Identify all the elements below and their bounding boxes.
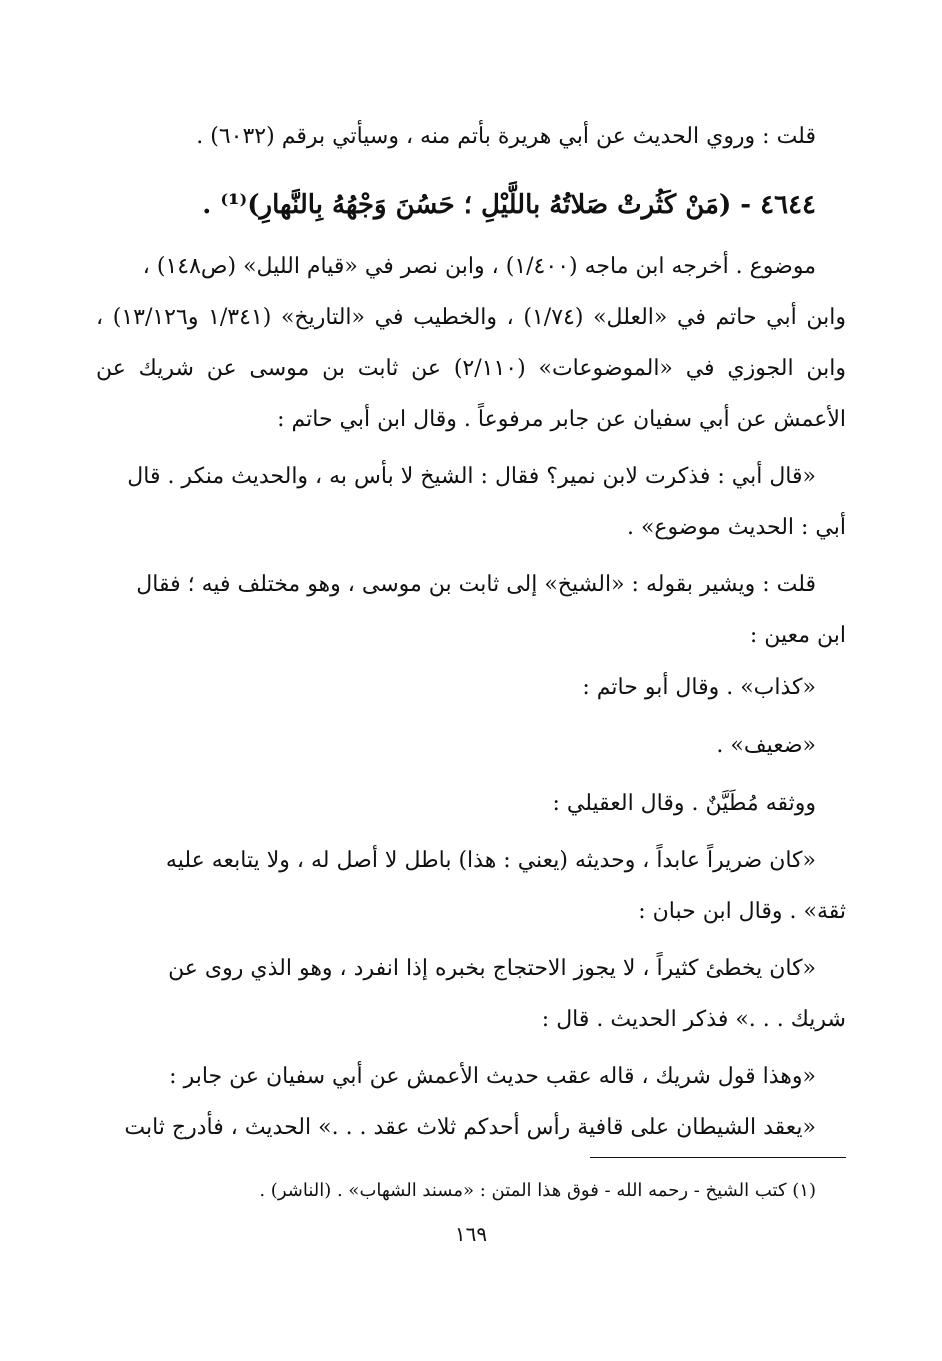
- text-line: «كذاب» . وقال أبو حاتم :: [582, 675, 816, 700]
- text-line: ووثقه مُطَيَّنٌ . وقال العقيلي :: [552, 791, 816, 816]
- page-number: ١٦٩: [454, 1222, 488, 1246]
- text-line: وابن الجوزي في «الموضوعات» (٢/١١٠) عن ثابت بن موسى عن شريك عن: [96, 356, 846, 381]
- text-line: قلت : وروي الحديث عن أبي هريرة بأتم منه ، وسيأتي برقم (٦٠٣٢) .: [196, 124, 816, 149]
- text-line: «كان ضريراً عابداً ، وحديثه (يعني : هذا) باطل لا أصل له ، ولا يتابعه عليه: [165, 848, 816, 873]
- text-line: «ضعيف» .: [716, 733, 816, 758]
- text-line: «وهذا قول شريك ، قاله عقب حديث الأعمش عن أبي سفيان عن جابر :: [169, 1064, 816, 1089]
- text-line: قلت : ويشير بقوله : «الشيخ» إلى ثابت بن موسى ، وهو مختلف فيه ؛ فقال: [136, 572, 816, 597]
- text-line: شريك . . .» فذكر الحديث . قال :: [541, 1007, 846, 1032]
- text-line: «قال أبي : فذكرت لابن نمير؟ فقال : الشيخ لا بأس به ، والحديث منكر . قال: [127, 464, 816, 489]
- footnote-divider: [590, 1157, 846, 1158]
- text-line: وابن أبي حاتم في «العلل» (١/٧٤) ، والخطيب في «التاريخ» (١/٣٤١ و١٣/١٢٦) ،: [96, 305, 846, 330]
- text-line: ابن معين :: [749, 623, 846, 648]
- footnote: (١) كتب الشيخ - رحمه الله - فوق هذا المتن : «مسند الشهاب» . (الناشر) .: [259, 1180, 816, 1201]
- hadith-heading: ٤٦٤٤ - (مَنْ كَثُرتْ صَلاتُهُ باللَّيْلِ ؛ حَسُنَ وَجْهُهُ بِالنَّهارِ)⁽¹⁾ .: [202, 190, 816, 220]
- text-line: الأعمش عن أبي سفيان عن جابر مرفوعاً . وقال ابن أبي حاتم :: [277, 407, 846, 432]
- text-line: «كان يخطئ كثيراً ، لا يجوز الاحتجاج بخبره إذا انفرد ، وهو الذي روى عن: [168, 956, 816, 981]
- text-line: ثقة» . وقال ابن حبان :: [638, 899, 846, 924]
- text-line: «يعقد الشيطان على قافية رأس أحدكم ثلاث عقد . . .» الحديث ، فأدرج ثابت: [124, 1115, 816, 1140]
- text-line: أبي : الحديث موضوع» .: [626, 515, 846, 540]
- text-line: موضوع . أخرجه ابن ماجه (١/٤٠٠) ، وابن نصر في «قيام الليل» (ص١٤٨) ،: [142, 254, 816, 279]
